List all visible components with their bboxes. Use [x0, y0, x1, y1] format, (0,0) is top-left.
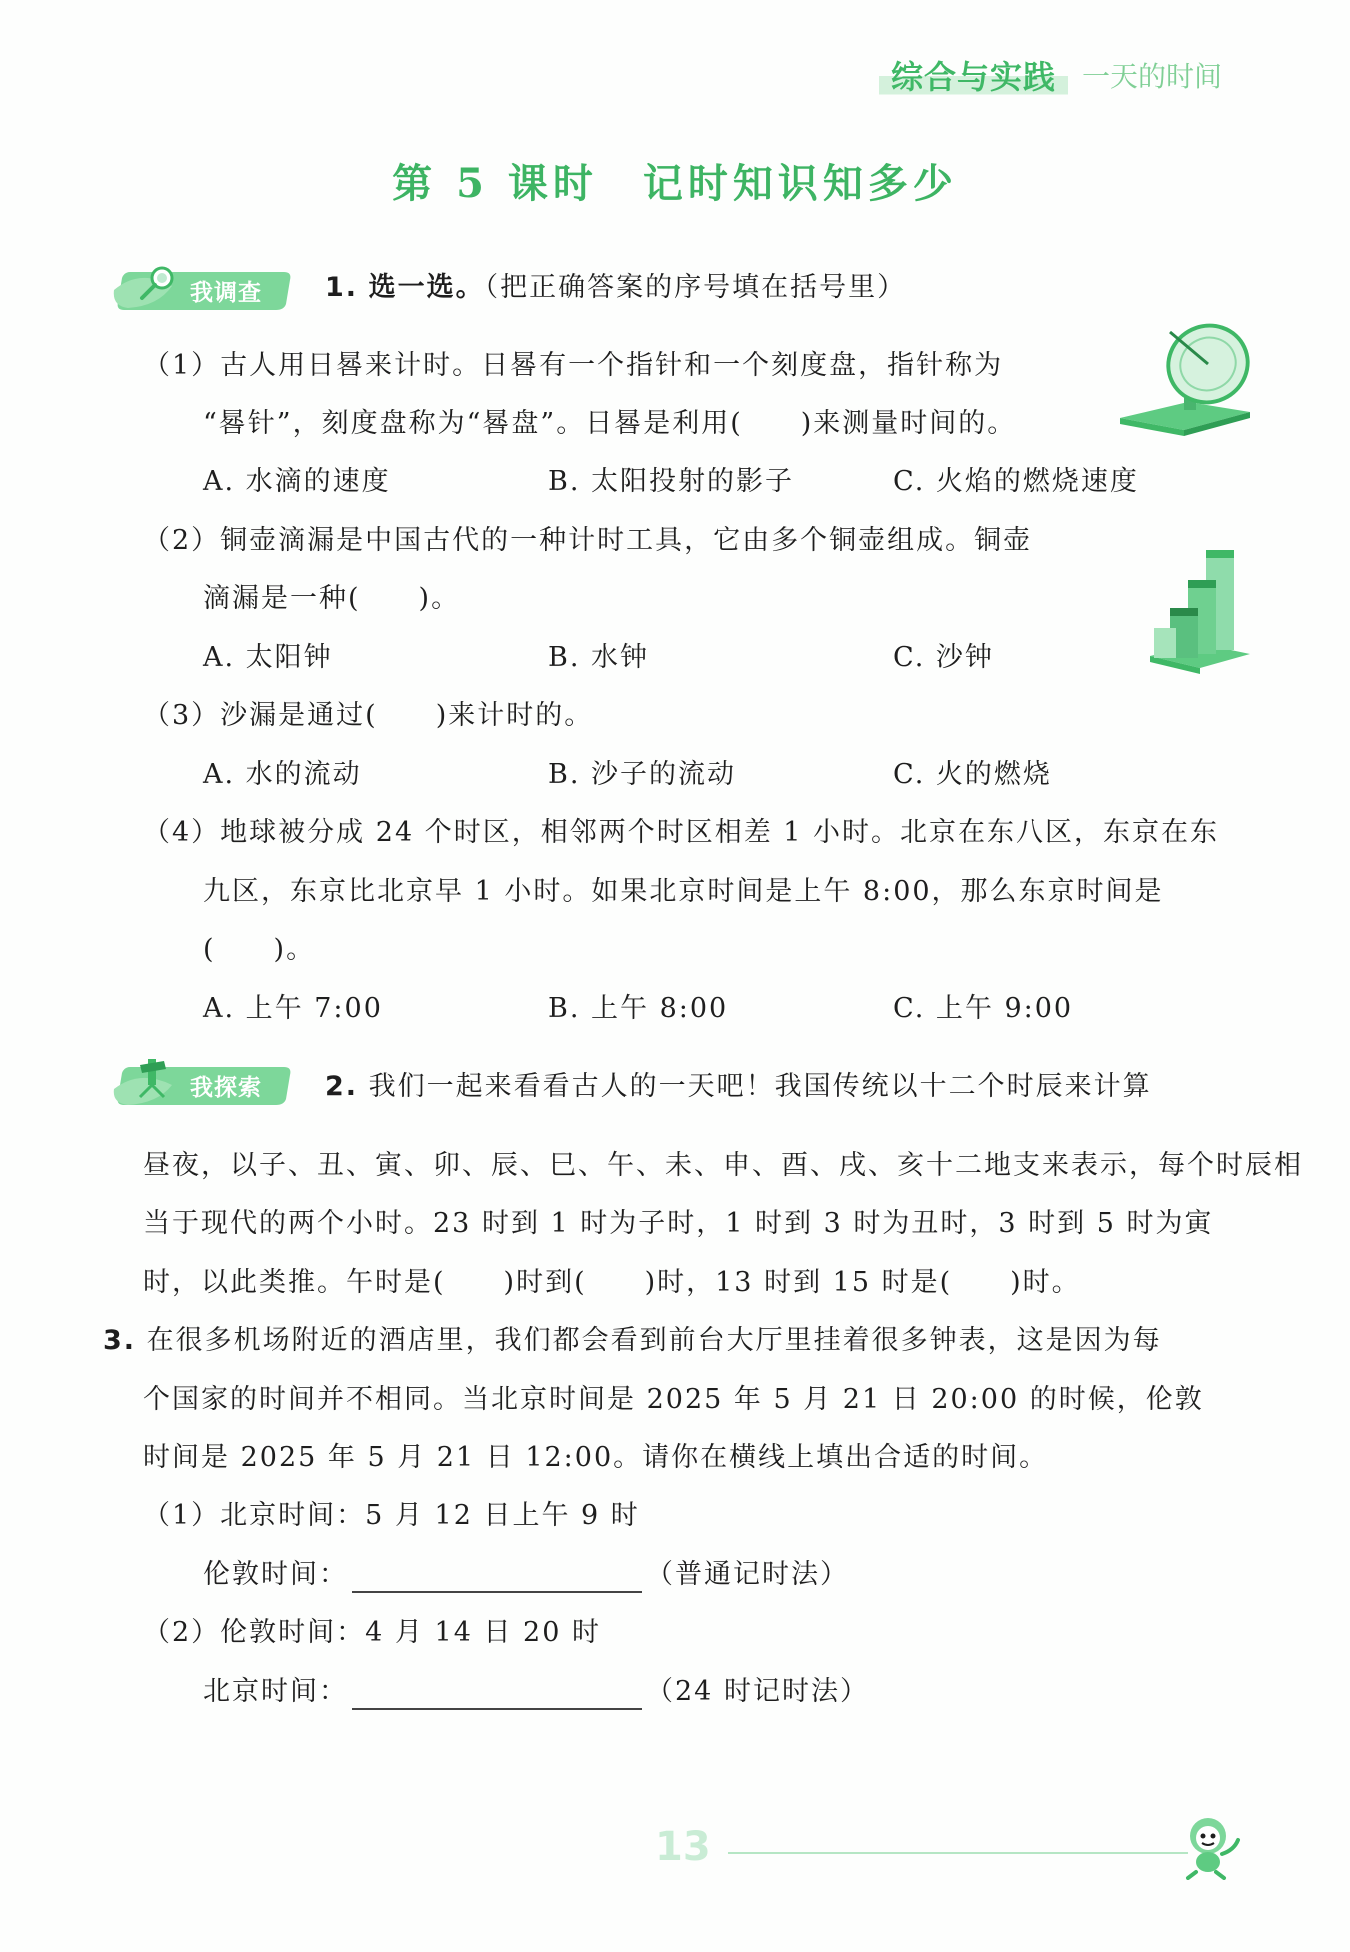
q3-line-2: 个国家的时间并不相同。当北京时间是 2025 年 5 月 21 日 20:00 的时候，伦敦 — [143, 1384, 1204, 1415]
header-category: 综合与实践 — [879, 52, 1068, 98]
q2-line-4: 时，以此类推。午时是( )时到( )时，13 时到 15 时是( )时。 — [143, 1267, 1081, 1298]
q3-1-label: 伦敦时间： — [203, 1559, 348, 1590]
q2-line-1 — [325, 1069, 1152, 1105]
q1-number: 1. — [325, 272, 359, 303]
q2-number: 2. — [325, 1071, 359, 1102]
header-topic: 一天的时间 — [1081, 60, 1222, 93]
q3-2-answer-row — [203, 1674, 869, 1710]
q3-line-3: 时间是 2025 年 5 月 21 日 12:00。请你在横线上填出合适的时间。 — [143, 1442, 1049, 1473]
q1-4-line-1: （4）地球被分成 24 个时区，相邻两个时区相差 1 小时。北京在东八区，东京在东 — [143, 817, 1220, 848]
q1-4-option-a: A. 上午 7:00 — [203, 993, 383, 1024]
q2-line-2: 昼夜，以子、丑、寅、卯、辰、巳、午、未、申、酉、戌、亥十二地支来表示，每个时辰相 — [143, 1150, 1303, 1181]
q3-2-note: （24 时记时法） — [646, 1676, 869, 1707]
sundial-illustration — [1114, 318, 1256, 438]
q1-2-option-a: A. 太阳钟 — [203, 642, 333, 673]
q1-3-option-b: B. 沙子的流动 — [548, 759, 737, 790]
q1-1-line-1: （1）古人用日晷来计时。日晷有一个指针和一个刻度盘，指针称为 — [143, 350, 1004, 381]
q3-1-answer-row — [203, 1557, 849, 1593]
q3-2-given: （2）伦敦时间：4 月 14 日 20 时 — [143, 1617, 601, 1648]
badge-label: 我调查 — [190, 280, 262, 306]
q1-3-option-a: A. 水的流动 — [203, 759, 362, 790]
page-number: 13 — [655, 1824, 711, 1870]
q3-2-label: 北京时间： — [203, 1676, 348, 1707]
q1-1-option-c: C. 火焰的燃烧速度 — [893, 466, 1139, 497]
q3-1-given: （1）北京时间：5 月 12 日上午 9 时 — [143, 1500, 640, 1531]
q1-3-line-1: （3）沙漏是通过( )来计时的。 — [143, 700, 594, 731]
q1-2-option-b: B. 水钟 — [548, 642, 650, 673]
q3-1-answer-blank[interactable] — [352, 1563, 642, 1593]
q1-title: 选一选。 — [368, 272, 485, 303]
q1-2-option-c: C. 沙钟 — [893, 642, 994, 673]
badge-label: 我探索 — [190, 1075, 262, 1101]
footer-rule — [728, 1852, 1188, 1854]
water-clock-illustration — [1146, 544, 1252, 674]
q2-text-1: 我们一起来看看古人的一天吧！我国传统以十二个时辰来计算 — [368, 1071, 1152, 1102]
q1-4-line-3: ( )。 — [203, 934, 316, 965]
q1-2-line-2: 滴漏是一种( )。 — [203, 583, 461, 614]
q1-1-option-b: B. 太阳投射的影子 — [548, 466, 795, 497]
q1-heading — [325, 270, 906, 306]
q1-4-option-c: C. 上午 9:00 — [893, 993, 1074, 1024]
q1-4-line-2: 九区，东京比北京早 1 小时。如果北京时间是上午 8:00，那么东京时间是 — [203, 876, 1164, 907]
running-header — [879, 52, 1222, 98]
q1-1-line-2: “晷针”，刻度盘称为“晷盘”。日晷是利用( )来测量时间的。 — [203, 408, 1017, 439]
q2-line-3: 当于现代的两个小时。23 时到 1 时为子时，1 时到 3 时为丑时，3 时到 5 时为寅 — [143, 1208, 1214, 1239]
q1-4-option-b: B. 上午 8:00 — [548, 993, 729, 1024]
lesson-title: 第 5 课时 记时知识知多少 — [392, 160, 958, 207]
q1-3-option-c: C. 火的燃烧 — [893, 759, 1052, 790]
q3-number: 3. — [103, 1325, 137, 1356]
q1-instruction: （把正确答案的序号填在括号里） — [484, 272, 907, 303]
mascot-icon — [1176, 1810, 1246, 1880]
q3-line-1 — [103, 1323, 1162, 1359]
q3-2-answer-blank[interactable] — [352, 1680, 642, 1710]
q3-text-1: 在很多机场附近的酒店里，我们都会看到前台大厅里挂着很多钟表，这是因为每 — [146, 1325, 1162, 1356]
section-badge-investigate — [110, 262, 298, 318]
q1-2-line-1: （2）铜壶滴漏是中国古代的一种计时工具，它由多个铜壶组成。铜壶 — [143, 525, 1033, 556]
q1-1-option-a: A. 水滴的速度 — [203, 466, 391, 497]
section-badge-explore — [110, 1057, 298, 1113]
q3-1-note: （普通记时法） — [646, 1559, 849, 1590]
